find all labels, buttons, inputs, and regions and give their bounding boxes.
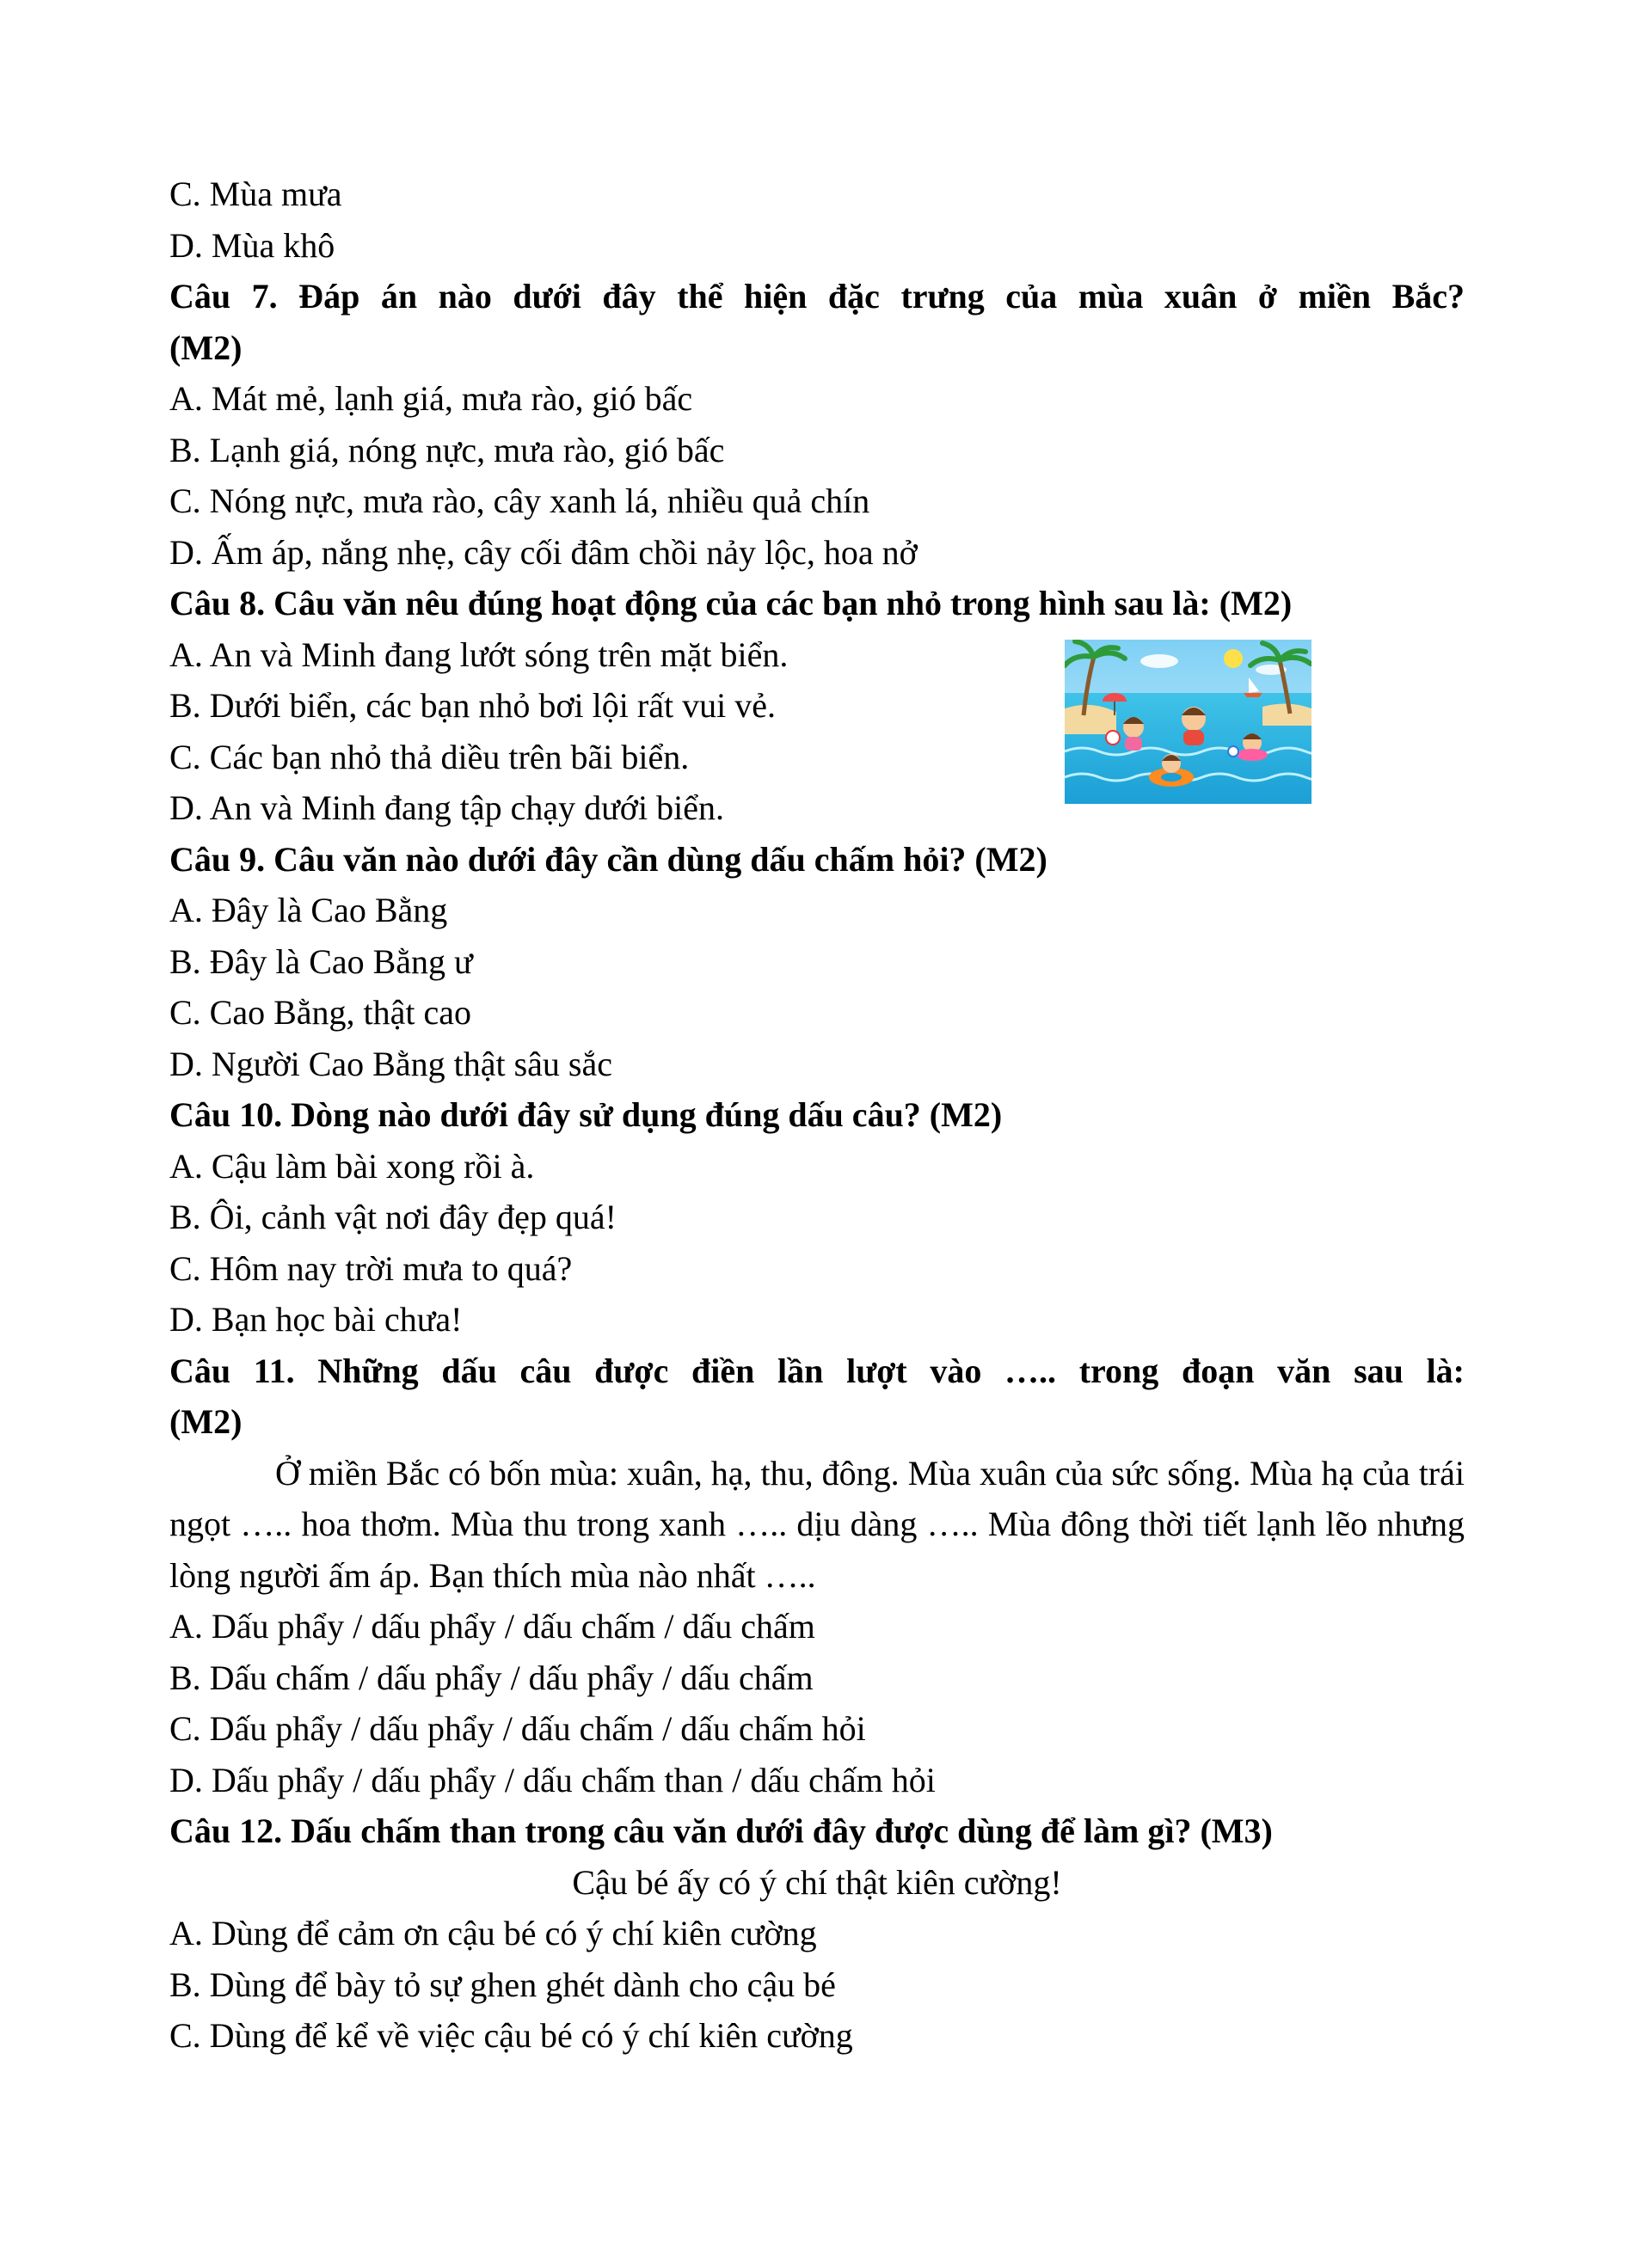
question-7-title-line2: (M2) — [169, 328, 243, 367]
question-11-title-line2: (M2) — [169, 1402, 243, 1441]
question-10-option-c: C. Hôm nay trời mưa to quá? — [169, 1248, 573, 1288]
question-12-title: Câu 12. Dấu chấm than trong câu văn dưới đây được dùng để làm gì? (M3) — [169, 1811, 1273, 1850]
question-11-option-c: C. Dấu phẩy / dấu phẩy / dấu chấm / dấu chấm hỏi — [169, 1709, 866, 1748]
question-10-title: Câu 10. Dòng nào dưới đây sử dụng đúng dấu câu? (M2) — [169, 1095, 1003, 1134]
question-9-title: Câu 9. Câu văn nào dưới đây cần dùng dấu chấm hỏi? (M2) — [169, 839, 1047, 879]
question-11-title-line1: Câu 11. Những dấu câu được điền lần lượt vào ….. trong đoạn văn sau là: — [169, 1351, 1465, 1390]
question-8-option-d: D. An và Minh đang tập chạy dưới biển. — [169, 788, 724, 827]
question-8-option-b: B. Dưới biển, các bạn nhỏ bơi lội rất vui vẻ. — [169, 686, 776, 725]
question-10-option-d: D. Bạn học bài chưa! — [169, 1300, 463, 1339]
option-line: D. Mùa khô — [169, 225, 335, 265]
question-8-option-a: A. An và Minh đang lướt sóng trên mặt biển. — [169, 634, 789, 674]
question-7-title-line1: Câu 7. Đáp án nào dưới đây thể hiện đặc trưng của mùa xuân ở miền Bắc? — [169, 277, 1465, 316]
question-11-option-b: B. Dấu chấm / dấu phẩy / dấu phẩy / dấu chấm — [169, 1658, 814, 1697]
question-8-title: Câu 8. Câu văn nêu đúng hoạt động của các bạn nhỏ trong hình sau là: (M2) — [169, 584, 1293, 622]
question-7-title — [169, 271, 1465, 322]
question-10-option-b: B. Ôi, cảnh vật nơi đây đẹp quá! — [169, 1198, 617, 1236]
question-10-option-a: A. Cậu làm bài xong rồi à. — [169, 1146, 535, 1186]
question-7-option-c: C. Nóng nực, mưa rào, cây xanh lá, nhiều quả chín — [169, 481, 870, 520]
question-9-option-a: A. Đây là Cao Bằng — [169, 891, 448, 929]
question-12-option-c: C. Dùng để kể về việc cậu bé có ý chí kiên cường — [169, 2016, 853, 2055]
question-7-option-a: A. Mát mẻ, lạnh giá, mưa rào, gió bấc — [169, 379, 693, 418]
beach-swimming-kids-image — [1065, 640, 1312, 804]
question-9-option-b: B. Đây là Cao Bằng ư — [169, 941, 473, 981]
question-9-option-d: D. Người Cao Bằng thật sâu sắc — [169, 1044, 612, 1083]
question-7-option-b: B. Lạnh giá, nóng nực, mưa rào, gió bấc — [169, 430, 725, 469]
document-page — [169, 169, 1465, 2062]
question-12-sentence: Cậu bé ấy có ý chí thật kiên cường! — [572, 1862, 1062, 1902]
question-11-option-a: A. Dấu phẩy / dấu phẩy / dấu chấm / dấu chấm — [169, 1607, 815, 1646]
question-12-option-a: A. Dùng để cảm ơn cậu bé có ý chí kiên cường — [169, 1914, 817, 1952]
question-11-passage: Ở miền Bắc có bốn mùa: xuân, hạ, thu, đông. Mùa xuân của sức sống. Mùa hạ của trái ngọt ….. hoa thơm. Mùa thu trong xanh ….. dịu dàng ….. Mùa đông thời tiết lạnh lẽo nhưng lòng người ấm áp. Bạn thích mùa nào nhất ….. — [169, 1453, 1465, 1595]
question-7-option-d: D. Ấm áp, nắng nhẹ, cây cối đâm chồi nảy lộc, hoa nở — [169, 532, 918, 572]
question-11-title — [169, 1345, 1465, 1397]
question-11-option-d: D. Dấu phẩy / dấu phẩy / dấu chấm than / dấu chấm hỏi — [169, 1760, 936, 1799]
option-line: C. Mùa mưa — [169, 175, 342, 213]
question-9-option-c: C. Cao Bằng, thật cao — [169, 993, 472, 1032]
question-12-option-b: B. Dùng để bày tỏ sự ghen ghét dành cho cậu bé — [169, 1965, 836, 2004]
question-8-option-c: C. Các bạn nhỏ thả diều trên bãi biển. — [169, 737, 690, 776]
